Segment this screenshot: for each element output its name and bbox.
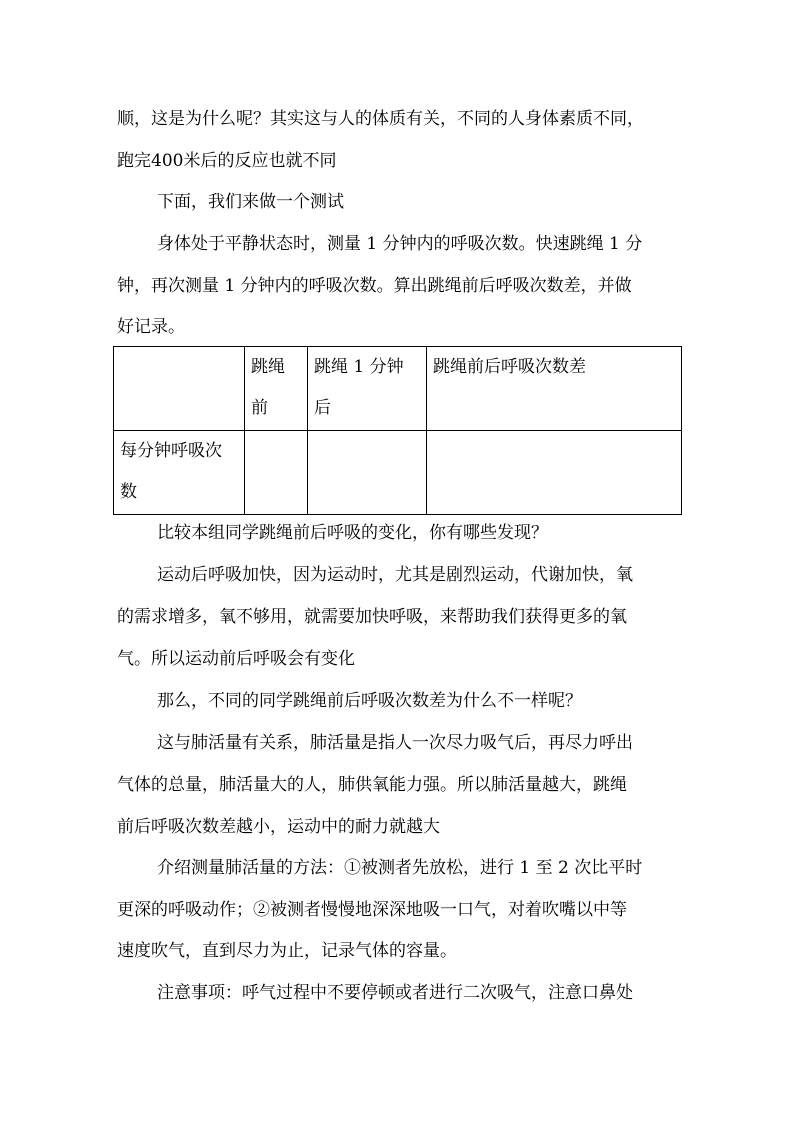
paragraph-line: 的需求增多，氧不够用，就需要加快呼吸，来帮助我们获得更多的氧 (117, 607, 627, 627)
paragraph-line: 更深的呼吸动作；②被测者慢慢地深深地吸一口气，对着吹嘴以中等 (117, 900, 627, 920)
paragraph-line: 气。所以运动前后呼吸会有变化 (117, 649, 355, 669)
paragraph-line: 好记录。 (117, 317, 185, 337)
paragraph-line: 前后呼吸次数差越小，运动中的耐力就越大 (117, 817, 440, 837)
paragraph-line: 比较本组同学跳绳前后呼吸的变化，你有哪些发现？ (157, 523, 548, 543)
table-row (114, 431, 682, 515)
paragraph-line: 顺，这是为什么呢？其实这与人的体质有关，不同的人身体素质不同， (117, 109, 644, 129)
paragraph-line: 那么，不同的同学跳绳前后呼吸次数差为什么不一样呢？ (157, 691, 582, 711)
breathing-record-table (113, 346, 682, 515)
table-cell (427, 431, 682, 515)
paragraph-line: 钟，再次测量 1 分钟内的呼吸次数。算出跳绳前后呼吸次数差，并做 (117, 276, 632, 296)
table-cell: 每分钟呼吸次数 (114, 431, 245, 515)
paragraph-line: 速度吹气，直到尽力为止，记录气体的容量。 (117, 941, 457, 961)
paragraph-line: 注意事项：呼气过程中不要停顿或者进行二次吸气，注意口鼻处 (157, 983, 633, 1003)
table-header-cell: 跳绳前后呼吸次数差 (427, 347, 682, 431)
table-header-cell: 跳绳 1 分钟后 (308, 347, 427, 431)
table-cell (245, 431, 308, 515)
paragraph-line: 这与肺活量有关系，肺活量是指人一次尽力吸气后，再尽力呼出 (157, 733, 633, 753)
paragraph-line: 运动后呼吸加快，因为运动时，尤其是剧烈运动，代谢加快，氧 (157, 565, 633, 585)
paragraph-line: 气体的总量，肺活量大的人，肺供氧能力强。所以肺活量越大，跳绳 (117, 775, 627, 795)
table-header-cell (114, 347, 245, 431)
table-cell (308, 431, 427, 515)
paragraph-line: 下面，我们来做一个测试 (157, 192, 344, 212)
table-header-row (114, 347, 682, 431)
paragraph-line: 身体处于平静状态时，测量 1 分钟内的呼吸次数。快速跳绳 1 分 (157, 234, 643, 254)
paragraph-line: 介绍测量肺活量的方法：①被测者先放松，进行 1 至 2 次比平时 (157, 858, 643, 878)
table-header-cell: 跳绳前 (245, 347, 308, 431)
paragraph-line: 跑完400米后的反应也就不同 (117, 151, 337, 171)
